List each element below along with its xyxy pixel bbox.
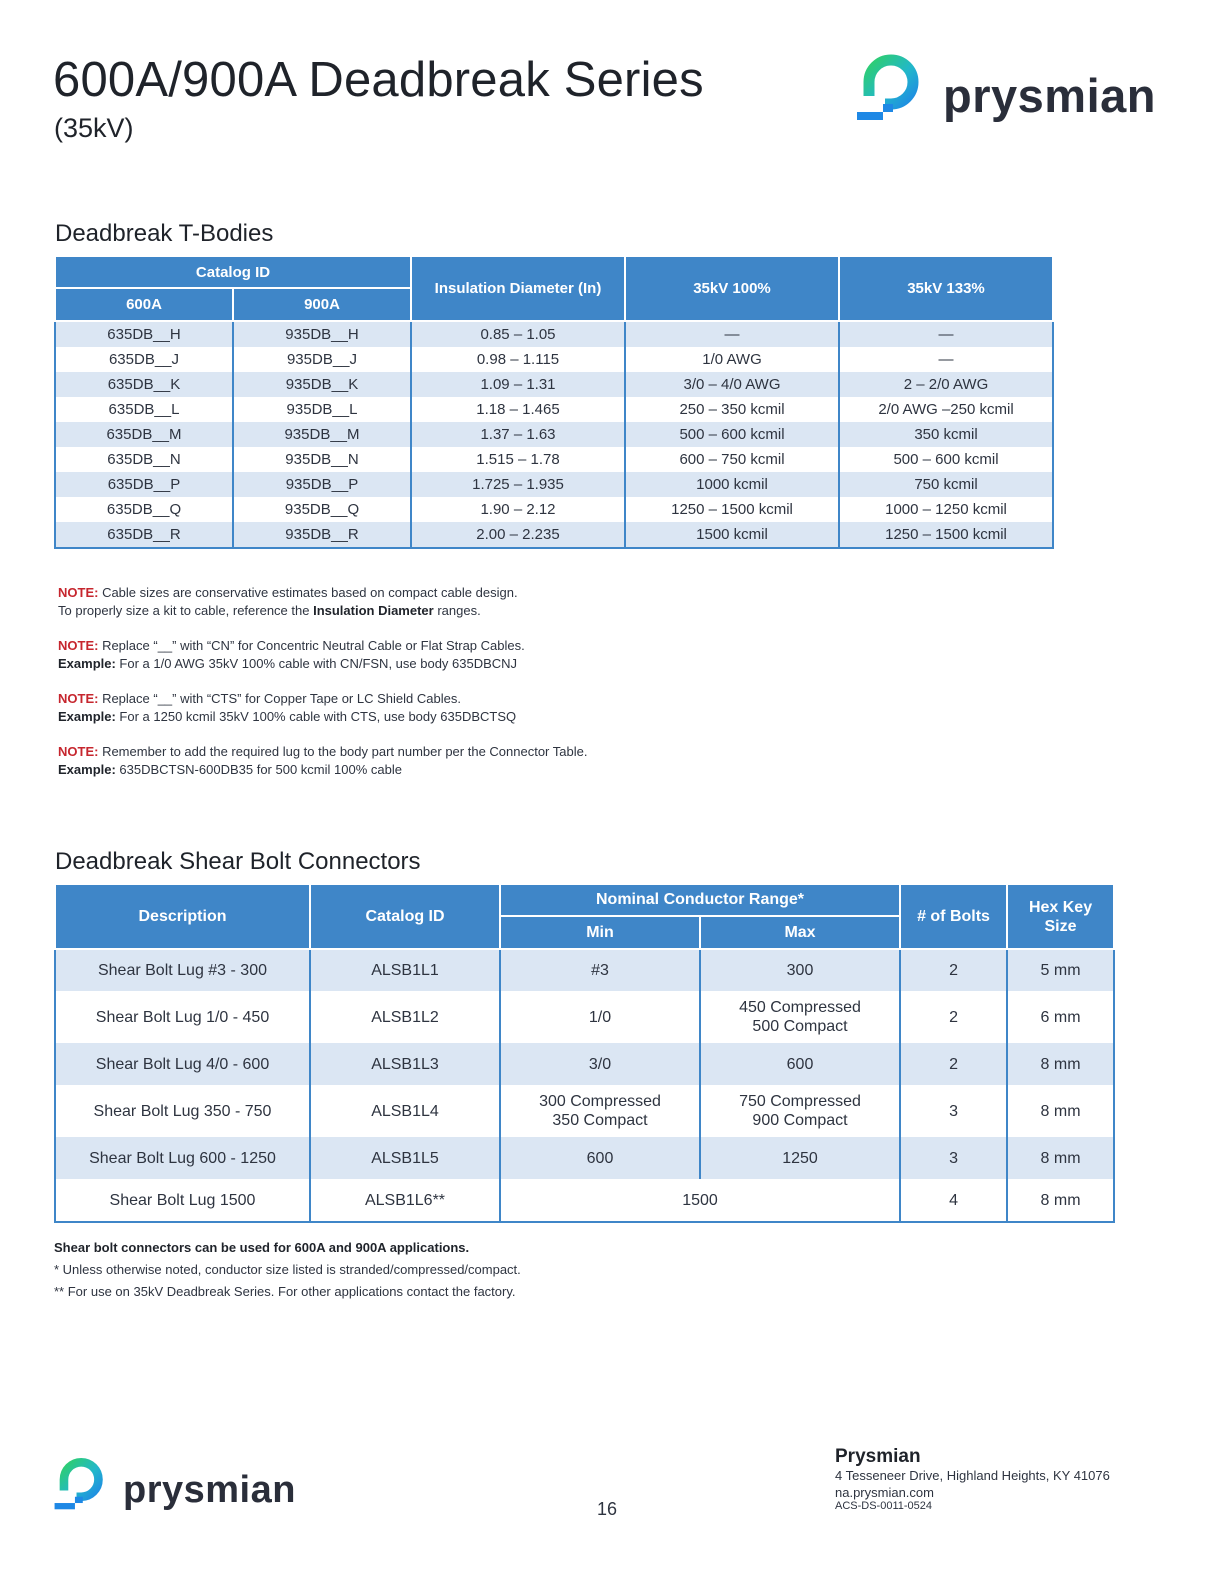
prysmian-logo-icon [53,1456,111,1514]
col-header-hex-key: Hex Key Size [1007,884,1114,949]
cell-description: Shear Bolt Lug #3 - 300 [55,949,310,991]
col-header-catalog-id: Catalog ID [55,256,411,288]
cell-range: 1500 [500,1179,900,1222]
note-3 [58,690,958,726]
prysmian-logo-icon [855,52,929,126]
col-header-35kv-133: 35kV 133% [839,256,1053,321]
cell-bolts: 2 [900,991,1007,1043]
cell-max-line: 500 Compact [752,1018,848,1035]
cell-catalog-id: ALSB1L2 [310,991,500,1043]
page-number: 16 [597,1499,618,1519]
cell-600a: 635DB__M [55,422,233,447]
cell-600a: 635DB__N [55,447,233,472]
cell-900a: 935DB__L [233,397,411,422]
cell-35kv-100: 250 – 350 kcmil [625,397,839,422]
note-label: NOTE: [58,638,99,653]
col-header-min: Min [500,916,700,949]
cell-900a: 935DB__M [233,422,411,447]
table-row [55,347,1053,372]
shear-notes [54,1237,521,1303]
cell-35kv-100: 1250 – 1500 kcmil [625,497,839,522]
page-subtitle: (35kV) [54,113,134,143]
cell-35kv-133: — [839,347,1053,372]
cell-hex-key: 8 mm [1007,1043,1114,1085]
note-1 [58,584,958,620]
note-text: Remember to add the required lug to the body part number per the Connector Table. [98,744,588,759]
cell-bolts: 3 [900,1085,1007,1137]
shear-note-double-star: ** For use on 35kV Deadbreak Series. For other applications contact the factory. [54,1284,516,1299]
page-title: 600A/900A Deadbreak Series [53,53,704,107]
cell-35kv-100: 500 – 600 kcmil [625,422,839,447]
cell-min: 600 [500,1137,700,1179]
cell-catalog-id: ALSB1L5 [310,1137,500,1179]
note-label: NOTE: [58,744,99,759]
example-text: 635DBCTSN-600DB35 for 500 kcmil 100% cable [115,762,402,777]
example-text: For a 1250 kcmil 35kV 100% cable with CTS, use body 635DBCTSQ [115,709,517,724]
tbodies-notes [58,584,958,796]
cell-insulation: 1.725 – 1.935 [411,472,625,497]
note-text: To properly size a kit to cable, reference the [58,603,314,618]
table-row [55,397,1053,422]
cell-35kv-100: 3/0 – 4/0 AWG [625,372,839,397]
example-text: For a 1/0 AWG 35kV 100% cable with CN/FSN, use body 635DBCNJ [115,656,518,671]
note-label: NOTE: [58,585,99,600]
note-emphasis: Insulation Diameter [313,603,434,618]
shear-note-star: * Unless otherwise noted, conductor size listed is stranded/compressed/compact. [54,1262,521,1277]
note-label: NOTE: [58,691,99,706]
cell-900a: 935DB__Q [233,497,411,522]
table-row [55,472,1053,497]
brand-logo [855,52,1156,126]
cell-900a: 935DB__P [233,472,411,497]
cell-900a: 935DB__J [233,347,411,372]
table-row [55,372,1053,397]
cell-hex-key: 8 mm [1007,1085,1114,1137]
example-label: Example: [58,656,116,671]
table-row [55,422,1053,447]
cell-description: Shear Bolt Lug 1500 [55,1179,310,1222]
cell-insulation: 1.09 – 1.31 [411,372,625,397]
cell-hex-key: 8 mm [1007,1179,1114,1222]
cell-900a: 935DB__N [233,447,411,472]
table-row [55,321,1053,347]
cell-insulation: 1.18 – 1.465 [411,397,625,422]
cell-max: 300 [700,949,900,991]
cell-hex-key: 8 mm [1007,1137,1114,1179]
cell-insulation: 1.515 – 1.78 [411,447,625,472]
note-text: ranges. [433,603,481,618]
cell-catalog-id: ALSB1L4 [310,1085,500,1137]
cell-600a: 635DB__H [55,321,233,347]
cell-max-line: 450 Compressed [739,999,861,1016]
col-header-insulation: Insulation Diameter (In) [411,256,625,321]
cell-max: 600 [700,1043,900,1085]
cell-max-line: 900 Compact [752,1112,848,1129]
cell-insulation: 1.90 – 2.12 [411,497,625,522]
table-row [55,522,1053,548]
cell-min: 3/0 [500,1043,700,1085]
cell-description: Shear Bolt Lug 1/0 - 450 [55,991,310,1043]
table-row [55,497,1053,522]
cell-900a: 935DB__H [233,321,411,347]
col-header-catalog-id: Catalog ID [310,884,500,949]
col-header-nominal-range: Nominal Conductor Range* [500,884,900,916]
cell-min: #3 [500,949,700,991]
footer-website[interactable]: na.prysmian.com [835,1485,934,1500]
footer-doc-code: ACS-DS-0011-0524 [835,1500,933,1512]
col-header-bolts: # of Bolts [900,884,1007,949]
shear-bolt-table [54,883,1115,1223]
cell-description: Shear Bolt Lug 350 - 750 [55,1085,310,1137]
footer-wordmark: prysmian [123,1468,296,1511]
col-header-description: Description [55,884,310,949]
cell-description: Shear Bolt Lug 4/0 - 600 [55,1043,310,1085]
cell-bolts: 3 [900,1137,1007,1179]
footer-company: Prysmian [835,1446,921,1467]
table-row [55,1085,1114,1137]
col-header-max: Max [700,916,900,949]
note-text: Cable sizes are conservative estimates based on compact cable design. [98,585,518,600]
note-text: Replace “__” with “CTS” for Copper Tape or LC Shield Cables. [98,691,461,706]
cell-35kv-133: 2/0 AWG –250 kcmil [839,397,1053,422]
col-header-35kv-100: 35kV 100% [625,256,839,321]
cell-900a: 935DB__R [233,522,411,548]
note-4 [58,743,958,779]
footer-address: 4 Tesseneer Drive, Highland Heights, KY 41076 [835,1468,1110,1483]
cell-35kv-133: 2 – 2/0 AWG [839,372,1053,397]
table-row [55,1137,1114,1179]
cell-35kv-100: 1000 kcmil [625,472,839,497]
cell-insulation: 0.85 – 1.05 [411,321,625,347]
cell-35kv-133: 350 kcmil [839,422,1053,447]
table-row [55,1179,1114,1222]
tbodies-table [54,255,1054,549]
table-row [55,447,1053,472]
cell-bolts: 4 [900,1179,1007,1222]
cell-min-line: 350 Compact [552,1112,648,1129]
cell-35kv-133: 750 kcmil [839,472,1053,497]
cell-hex-key: 5 mm [1007,949,1114,991]
cell-35kv-100: 600 – 750 kcmil [625,447,839,472]
cell-900a: 935DB__K [233,372,411,397]
cell-insulation: 1.37 – 1.63 [411,422,625,447]
note-2 [58,637,958,673]
cell-35kv-133: — [839,321,1053,347]
tbodies-section-title: Deadbreak T-Bodies [55,220,274,247]
cell-min-line: 300 Compressed [539,1093,661,1110]
shear-note-bold: Shear bolt connectors can be used for 600A and 900A applications. [54,1240,470,1255]
cell-35kv-100: 1/0 AWG [625,347,839,372]
example-label: Example: [58,709,116,724]
shear-section-title: Deadbreak Shear Bolt Connectors [55,848,421,875]
cell-600a: 635DB__P [55,472,233,497]
cell-bolts: 2 [900,1043,1007,1085]
cell-35kv-133: 1250 – 1500 kcmil [839,522,1053,548]
cell-35kv-100: — [625,321,839,347]
example-label: Example: [58,762,116,777]
cell-max: 1250 [700,1137,900,1179]
cell-35kv-100: 1500 kcmil [625,522,839,548]
table-row [55,991,1114,1043]
note-text: Replace “__” with “CN” for Concentric Neutral Cable or Flat Strap Cables. [98,638,525,653]
brand-wordmark: prysmian [943,68,1156,122]
cell-max [700,991,900,1043]
table-row [55,949,1114,991]
cell-35kv-133: 1000 – 1250 kcmil [839,497,1053,522]
cell-600a: 635DB__J [55,347,233,372]
cell-max [700,1085,900,1137]
cell-600a: 635DB__Q [55,497,233,522]
cell-min: 1/0 [500,991,700,1043]
cell-35kv-133: 500 – 600 kcmil [839,447,1053,472]
cell-catalog-id: ALSB1L6** [310,1179,500,1222]
cell-min [500,1085,700,1137]
cell-insulation: 2.00 – 2.235 [411,522,625,548]
col-header-600a: 600A [55,288,233,321]
cell-600a: 635DB__L [55,397,233,422]
cell-catalog-id: ALSB1L3 [310,1043,500,1085]
cell-max-line: 750 Compressed [739,1093,861,1110]
cell-600a: 635DB__K [55,372,233,397]
table-row [55,1043,1114,1085]
cell-bolts: 2 [900,949,1007,991]
cell-description: Shear Bolt Lug 600 - 1250 [55,1137,310,1179]
cell-hex-key: 6 mm [1007,991,1114,1043]
cell-catalog-id: ALSB1L1 [310,949,500,991]
cell-600a: 635DB__R [55,522,233,548]
footer-logo [53,1456,296,1514]
col-header-900a: 900A [233,288,411,321]
cell-insulation: 0.98 – 1.115 [411,347,625,372]
